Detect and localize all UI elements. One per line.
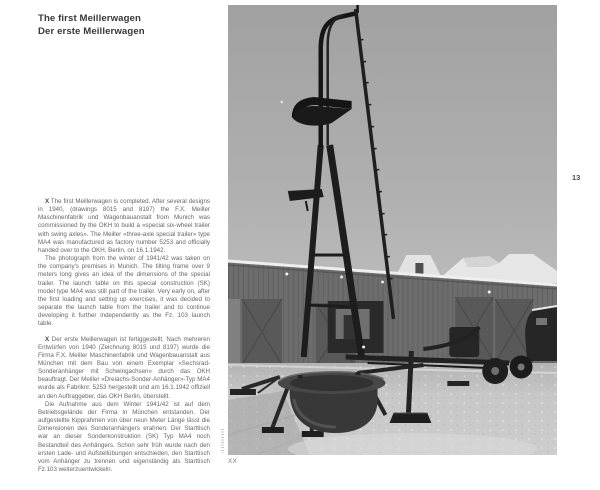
paragraph-marker: X bbox=[45, 335, 50, 343]
photo-credit-micro-text bbox=[221, 429, 224, 453]
page-number: 13 bbox=[572, 173, 581, 182]
page-title-en: The first Meillerwagen bbox=[38, 13, 141, 24]
page-title bbox=[38, 13, 223, 38]
paragraph-en-1-text: The first Meillerwagen is completed. After several designs in 1940, (drawings 8015 and 8197) the F.X. Meiller Maschinenfabrik und Wagenbauanstalt from Munich was commissioned by the OKH to build a «special six-wheel trailer with swing axles». The Meiller «three-axle special trailer» type MA4 was manufactured as factory number 5253 and officially handed over to the OKH, Berlin, on 16.1.1942. bbox=[38, 198, 210, 254]
paragraph-en-2 bbox=[38, 255, 210, 328]
paragraph-de-1 bbox=[38, 336, 210, 401]
paragraph-de-2-text: Die Aufnahme aus dem Winter 1941/42 ist auf dem Betriebsgelände der Firma in München entstanden. Der aufgestellte Kipprahmen von über neun Meter Länge lässt die Dimensionen des Sonderanhängers erahnen. Der Starttisch war an dieser Sonderkonstruktion (SK) Typ MA4 noch Bestandteil des Anhängers. Schon sehr früh wurde nach den ersten Lade- und Aufstellübungen entschieden, den Starttisch vom Anhänger zu trennen und eigenständig als Starttisch Fz.103 weiterzuentwickeln. bbox=[38, 400, 210, 473]
paragraph-en-1 bbox=[38, 198, 210, 255]
paragraph-en-2-text: The photograph from the winter of 1941/42 was taken on the company's premises in Munich. The tilting frame over 9 meters long gives an idea of the dimensions of the special trailer. The launch table on this special construction (SK) model type MA4 was still part of the trailer. Very early on, after the first loading and setting up exercises, it was decided to separate the launch table from the trailer and to continue developing it further independently as the Fz. 103 launch table. bbox=[38, 255, 210, 328]
truck bbox=[525, 306, 557, 361]
page-title-de: Der erste Meillerwagen bbox=[38, 25, 145, 37]
photo-illustration bbox=[228, 5, 557, 455]
paragraph-marker: X bbox=[45, 198, 50, 205]
meillerwagen-photo bbox=[228, 5, 557, 455]
paragraph-de-2 bbox=[38, 401, 210, 474]
article-text-column bbox=[38, 198, 210, 474]
photo-caption: XX bbox=[228, 458, 238, 465]
paragraph-de-1-text: Der erste Meillerwagen ist fertiggestellt. Nach mehreren Entwürfen von 1940 (Zeichnung 8015 und 8197) wurde die Firma F.X. Meiller Maschinenfabrik und Wagenbauanstalt aus München mit dem Bau von einem Exemplar «Sechsrad-Sonderanhänger mit Schwingachsen» durch das OKH beauftragt. Der Meiller «Dreiachs-Sonder-Anhänger»-Typ MA4 wurde als Fabriknr. 5253 hergestellt und am 16.1.1942 offiziell an den Auftraggeber, das OKH Berlin, überstellt. bbox=[38, 335, 210, 400]
